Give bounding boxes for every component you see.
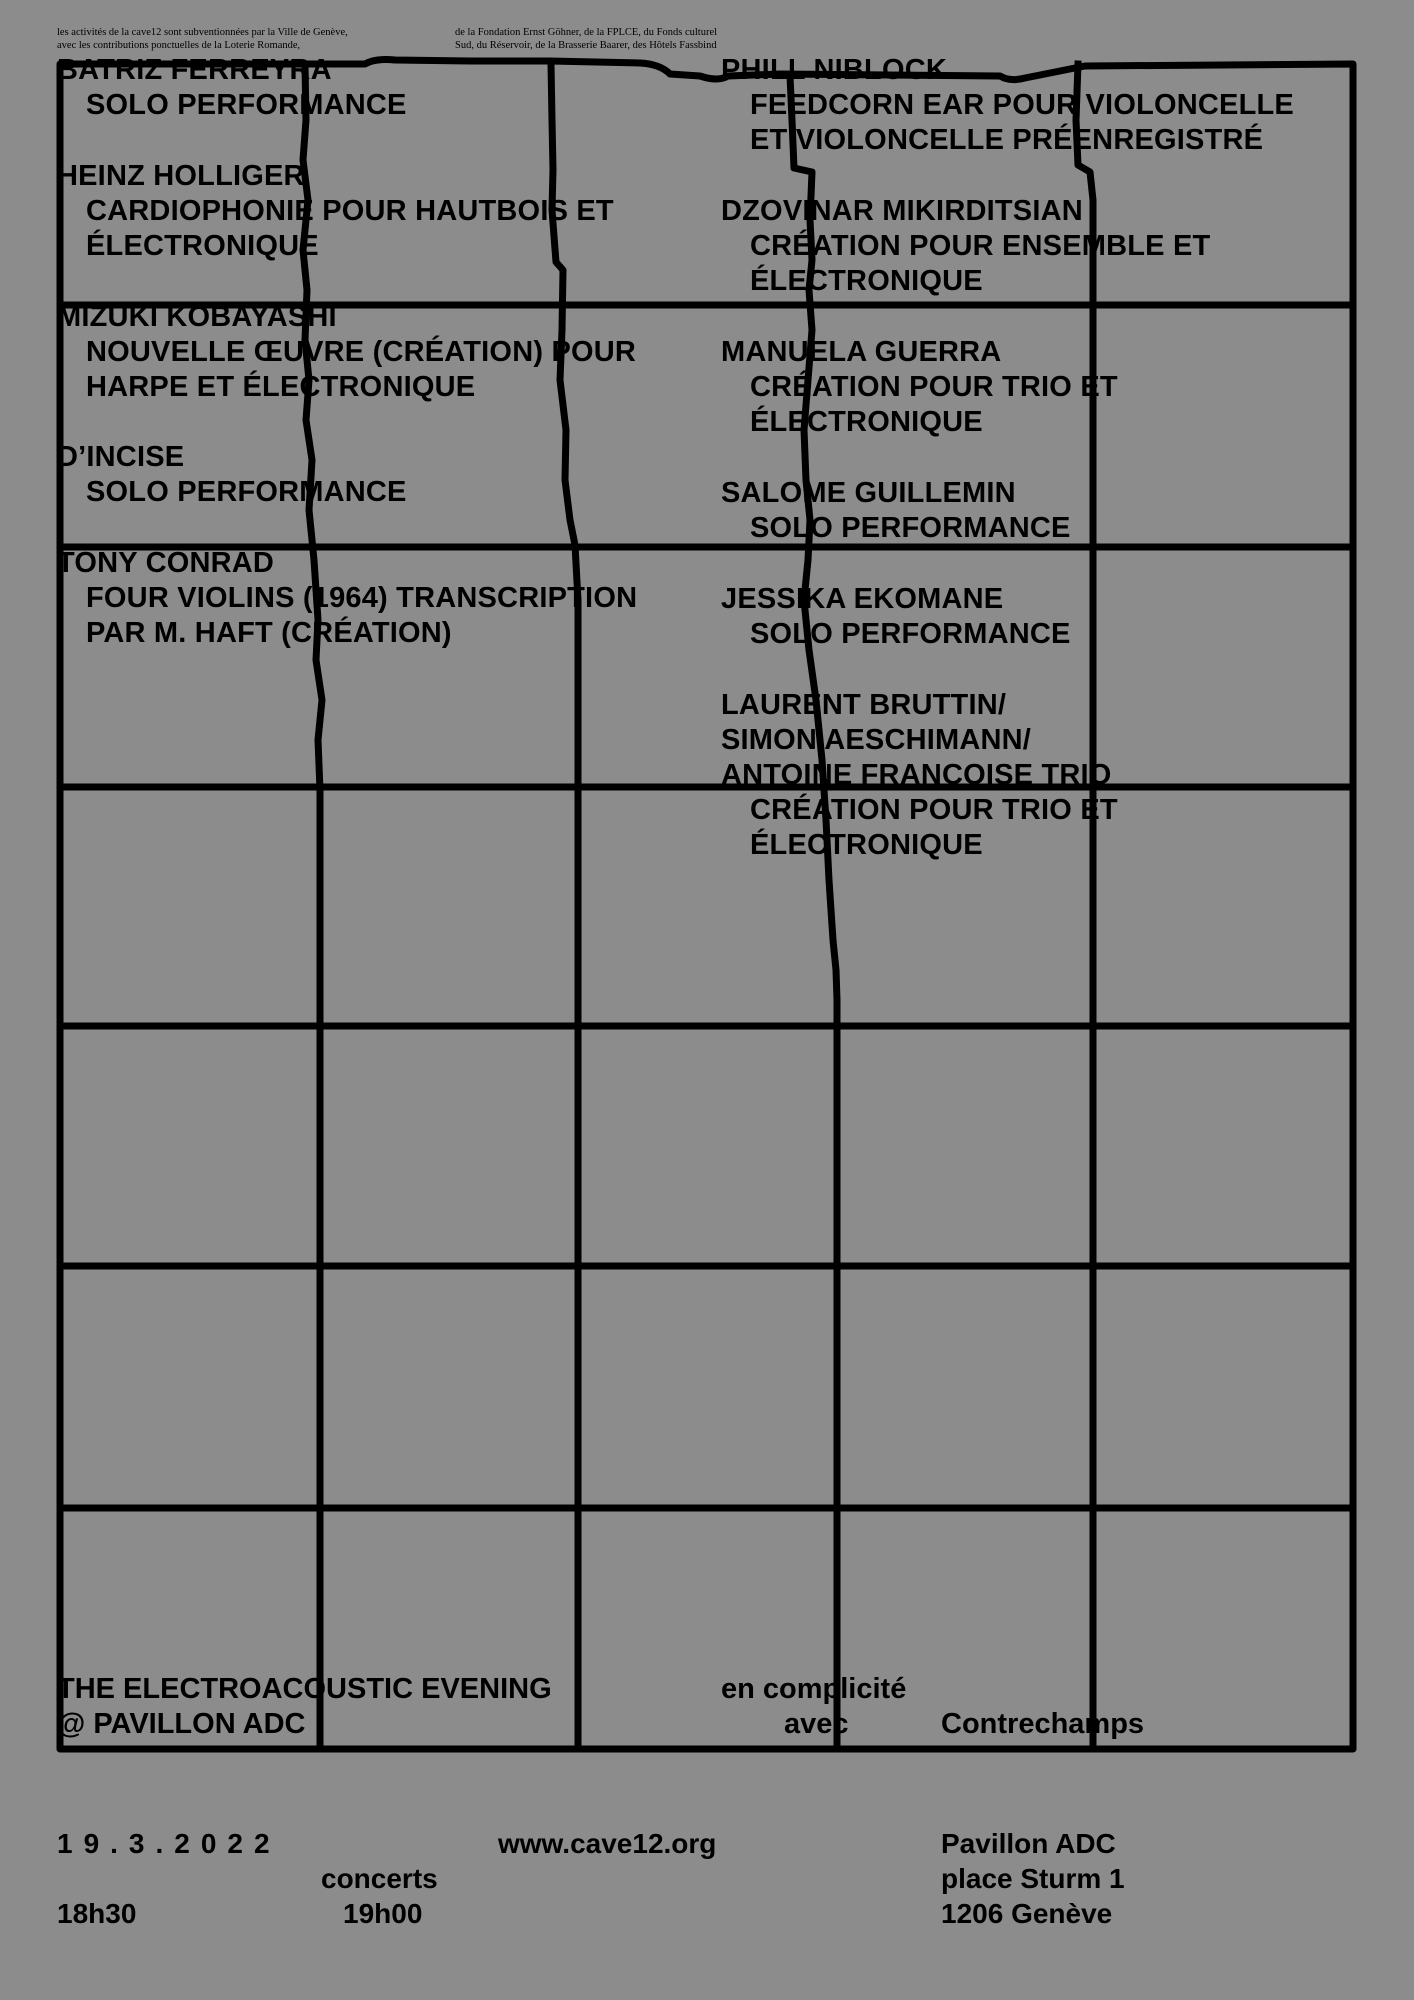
artist-name: MANUELA GUERRA (721, 336, 1002, 368)
work-title: SOLO PERFORMANCE (750, 512, 1071, 544)
credits-right-line-1: de la Fondation Ernst Göhner, de la FPLCE, du Fonds culturel (455, 27, 718, 38)
program-entry-ferreyra (57, 53, 407, 123)
program-entry-niblock (721, 53, 1294, 158)
program-entry-guerra (721, 335, 1118, 440)
partner-avec: avec (784, 1708, 849, 1740)
doors-time: 18h30 (57, 1898, 137, 1929)
work-title: CRÉATION POUR TRIO ET ÉLECTRONIQUE (750, 371, 1118, 438)
credits-left-line-1: les activités de la cave12 sont subventionnées par la Ville de Genève, (57, 27, 348, 38)
program-entry-kobayashi (57, 300, 636, 405)
venue-city: 1206 Genève (941, 1898, 1113, 1929)
artist-name: MIZUKI KOBAYASHI (57, 301, 337, 333)
venue-address (941, 1826, 1125, 1931)
work-title: CRÉATION POUR ENSEMBLE ET ÉLECTRONIQUE (750, 230, 1211, 297)
credits-right-line-2: Sud, du Réservoir, de la Brasserie Baarer, des Hôtels Fassbind (455, 40, 717, 51)
work-title: FEEDCORN EAR POUR VIOLONCELLE ET VIOLONCELLE PRÉENREGISTRÉ (750, 89, 1294, 156)
credits-left-line-2: avec les contributions ponctuelles de la Loterie Romande, (57, 40, 301, 51)
partner-line-1: en complicité (721, 1673, 907, 1705)
work-title: NOUVELLE ŒUVRE (CRÉATION) POUR HARPE ET ÉLECTRONIQUE (86, 336, 637, 403)
artist-name: DZOVINAR MIKIRDITSIAN (721, 195, 1083, 227)
concerts-time: 19h00 (343, 1898, 423, 1929)
program-entry-holliger (57, 159, 614, 264)
event-date: 19.3.2022 (57, 1828, 281, 1859)
grid-vline-4 (1076, 64, 1093, 1749)
artist-name: TONY CONRAD (57, 547, 275, 579)
artist-name: HEINZ HOLLIGER (57, 160, 305, 192)
partner-name: Contrechamps (941, 1708, 1145, 1740)
artist-name: LAURENT BRUTTIN/ SIMON AESCHIMANN/ ANTOINE FRANÇOISE TRIO (721, 689, 1112, 791)
artist-name: D’INCISE (57, 441, 185, 473)
program-entry-guillemin (721, 476, 1071, 546)
venue-street: place Sturm 1 (941, 1863, 1125, 1894)
event-title-line-1: THE ELECTROACOUSTIC EVENING (57, 1673, 552, 1705)
work-title: SOLO PERFORMANCE (86, 89, 407, 121)
work-title: SOLO PERFORMANCE (750, 618, 1071, 650)
artist-name: BATRIZ FERREYRA (57, 54, 332, 86)
work-title: CRÉATION POUR TRIO ET ÉLECTRONIQUE (750, 794, 1118, 861)
program-entry-ekomane (721, 582, 1071, 652)
grid-vline-3 (790, 76, 837, 1749)
program-entry-mikirditsian (721, 194, 1210, 299)
work-title: FOUR VIOLINS (1964) TRANSCRIPTION PAR M. HAFT (CRÉATION) (86, 582, 638, 649)
event-title (57, 1672, 552, 1742)
work-title: SOLO PERFORMANCE (86, 476, 407, 508)
work-title: CARDIOPHONIE POUR HAUTBOIS ET ÉLECTRONIQUE (86, 195, 614, 262)
program-entry-bruttin-trio (721, 688, 1118, 863)
program-entry-conrad (57, 546, 637, 651)
concerts-label: concerts (321, 1863, 438, 1894)
website-link[interactable]: www.cave12.org (498, 1828, 717, 1859)
program-entry-dincise (57, 440, 407, 510)
venue-name: Pavillon ADC (941, 1828, 1116, 1859)
event-title-line-2: @ PAVILLON ADC (57, 1708, 306, 1740)
artist-name: PHILL NIBLOCK (721, 54, 948, 86)
artist-name: SALOME GUILLEMIN (721, 477, 1016, 509)
artist-name: JESSIKA EKOMANE (721, 583, 1004, 615)
